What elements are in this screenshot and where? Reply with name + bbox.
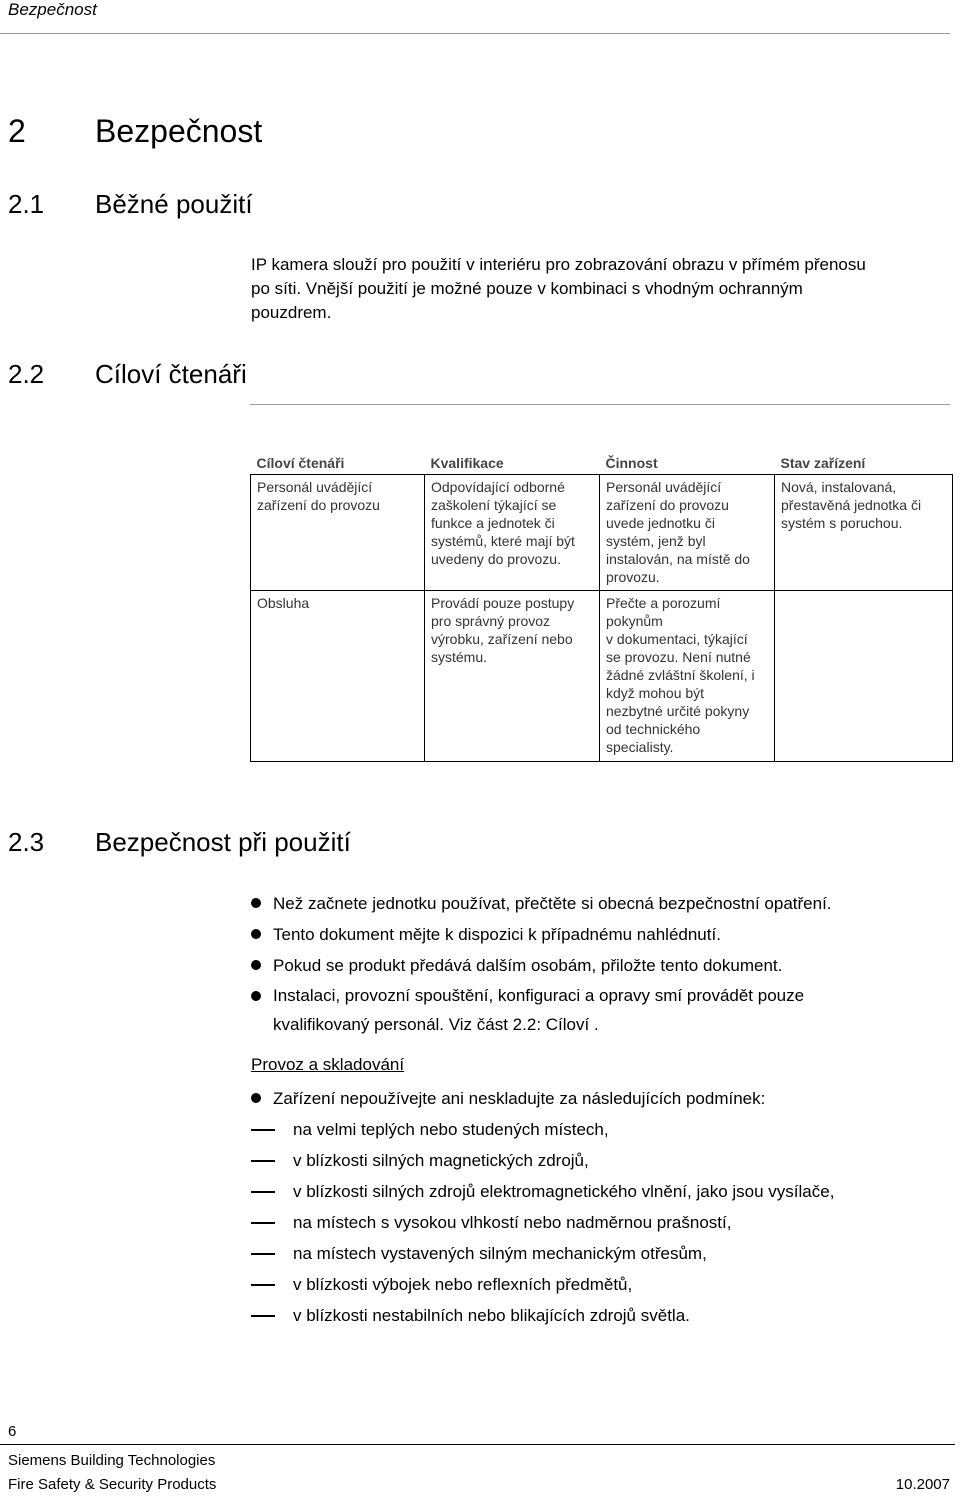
cell-line: v dokumentaci, týkající [606,631,748,647]
cell-line: funkce a jednotek či [431,515,555,531]
condition-text: v blízkosti nestabilních nebo blikajících zdrojů světla. [293,1306,690,1325]
column-header: Cíloví čtenáři [251,446,425,475]
table-cell [251,591,425,762]
section-number: 2.3 [8,827,45,857]
column-header: Kvalifikace [425,446,600,475]
storage-subheading: Provoz a skladování [251,1055,405,1074]
condition-item [251,1176,951,1207]
section-title: Bezpečnost při použití [95,827,351,857]
audience-table [250,446,953,762]
bullet-text: Pokud se produkt předává dalším osobám, přiložte tento dokument. [273,956,783,975]
cell-line: specialisty. [606,739,674,755]
cell-line: Personál uvádějící [606,479,722,495]
list-item [251,919,951,950]
cell-line: pro správný provoz [431,613,551,629]
cell-line: systému. [431,649,488,665]
dash-icon [251,1253,275,1255]
dash-icon [251,1160,275,1162]
cell-line: Odpovídající odborné [431,479,565,495]
section-title: Běžné použití [95,189,253,219]
footer-company: Siemens Building Technologies [8,1452,216,1469]
table-cell [775,475,953,591]
page-number: 6 [8,1423,17,1440]
list-item [251,888,951,919]
section-2-3-heading [8,827,608,861]
table-cell [251,475,425,591]
chapter-number: 2 [8,113,26,149]
cell-line: systém, jenž byl [606,533,706,549]
cell-line: Přečte a porozumí [606,595,721,611]
cell-line: Provádí pouze postupy [431,595,575,611]
cell-line: přestavěná jednotka či [781,497,922,513]
list-item [251,981,951,1039]
cell-line: žádné zvláštní školení, i [606,667,755,683]
table-header-row [251,446,953,475]
condition-text: v blízkosti silných zdrojů elektromagnetického vlnění, jako jsou vysílače, [293,1182,835,1201]
section-number: 2.1 [8,189,45,219]
cell-line: nezbytné určité pokyny [606,703,750,719]
condition-item [251,1238,951,1269]
condition-item [251,1269,951,1300]
cell-line: Nová, instalovaná, [781,479,897,495]
section-2-2-heading [8,359,608,393]
cell-line: Obsluha [257,595,310,611]
bullet-icon [251,898,261,908]
footer-rule [0,1444,955,1445]
section-title: Cíloví čtenáři [95,359,247,389]
condition-item [251,1300,951,1331]
cell-line: zaškolení týkající se [431,497,557,513]
body-line: po síti. Vnější použití je možné pouze v kombinaci s vhodným ochranným [251,279,803,298]
condition-item [251,1207,951,1238]
cell-line: uvedeny do provozu. [431,551,561,567]
bullet-text: Instalaci, provozní spouštění, konfiguraci a opravy smí provádět pouze [273,986,805,1005]
chapter-title: Bezpečnost [95,113,263,149]
section-rule [250,404,950,405]
body-line: IP kamera slouží pro použití v interiéru pro zobrazování obrazu v přímém přenosu [251,255,866,274]
bullet-icon [251,929,261,939]
cell-line: instalován, na místě do [606,551,750,567]
cell-line: provozu. [606,569,660,585]
table-row [251,591,953,762]
bullet-icon [251,1093,261,1103]
footer-date: 10.2007 [895,1476,950,1493]
table-cell [600,475,775,591]
bullet-text: Než začnete jednotku používat, přečtěte si obecná bezpečnostní opatření. [273,894,832,913]
storage-list [251,1083,951,1331]
dash-icon [251,1129,275,1131]
cell-line: Personál uvádějící [257,479,373,495]
bullet-text: Zařízení nepoužívejte ani neskladujte za následujících podmínek: [273,1089,766,1108]
section-number: 2.2 [8,359,45,389]
running-header: Bezpečnost [8,0,97,19]
list-item [251,1083,951,1114]
condition-text: na velmi teplých nebo studených místech, [293,1120,609,1139]
condition-text: na místech s vysokou vlhkostí nebo nadměrnou prašností, [293,1213,732,1232]
cell-line: uvede jednotku či [606,515,715,531]
table-row [251,475,953,591]
footer-division: Fire Safety & Security Products [8,1476,217,1493]
header-rule [0,33,950,34]
bullet-text: kvalifikovaný personál. Viz část 2.2: Cíloví . [273,1015,599,1034]
table-cell [600,591,775,762]
condition-text: v blízkosti výbojek nebo reflexních předmětů, [293,1275,633,1294]
dash-icon [251,1222,275,1224]
condition-text: na místech vystavených silným mechanickým otřesům, [293,1244,707,1263]
chapter-heading [8,113,608,153]
dash-icon [251,1284,275,1286]
dash-icon [251,1191,275,1193]
condition-item [251,1114,951,1145]
table-cell-empty [775,591,953,762]
cell-line: zařízení do provozu [257,497,380,513]
condition-item [251,1145,951,1176]
cell-line: od technického [606,721,701,737]
bullet-text: Tento dokument mějte k dispozici k případnému nahlédnutí. [273,925,721,944]
section-2-1-body [251,253,951,325]
cell-line: výrobku, zařízení nebo [431,631,573,647]
dash-icon [251,1315,275,1317]
column-header: Stav zařízení [775,446,953,475]
safety-bullets [251,888,951,1039]
bullet-icon [251,960,261,970]
cell-line: systém s poruchou. [781,515,903,531]
table-cell [425,475,600,591]
cell-line: zařízení do provozu [606,497,729,513]
column-header: Činnost [600,446,775,475]
condition-text: v blízkosti silných magnetických zdrojů, [293,1151,589,1170]
section-2-1-heading [8,189,608,223]
cell-line: když mohou být [606,685,705,701]
bullet-icon [251,991,261,1001]
table-cell [425,591,600,762]
cell-line: systémů, které mají být [431,533,575,549]
cell-line: pokynům [606,613,663,629]
body-line: pouzdrem. [251,303,332,322]
cell-line: se provozu. Není nutné [606,649,751,665]
list-item [251,950,951,981]
